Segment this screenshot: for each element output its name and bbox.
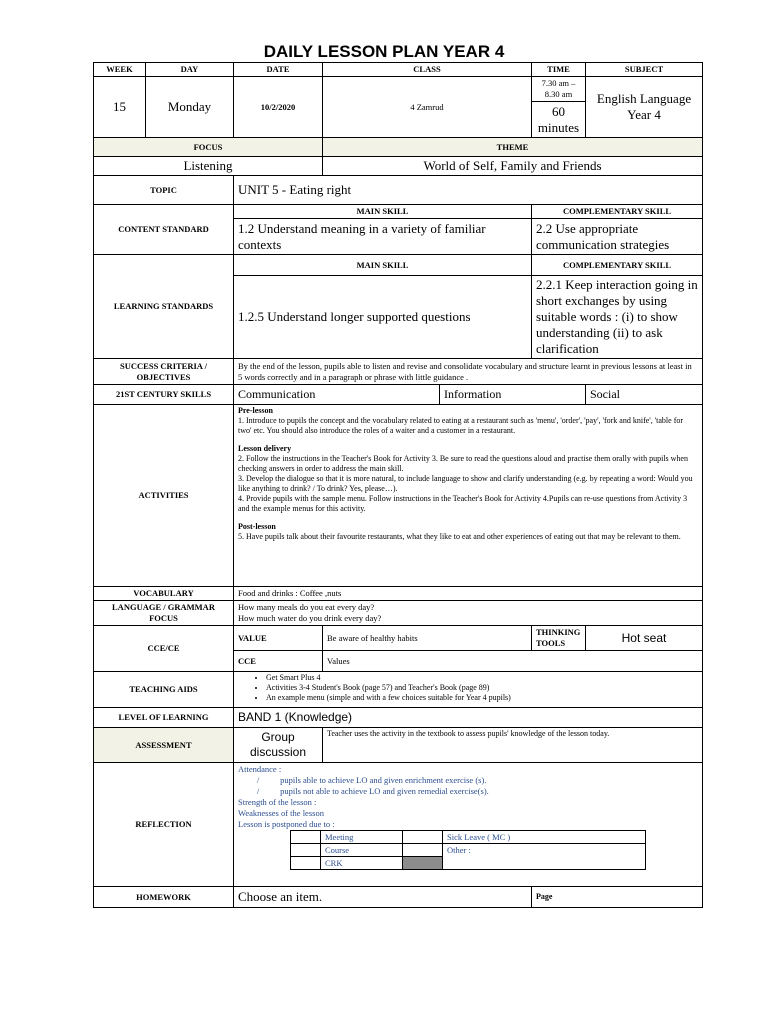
strength-text: Strength of the lesson :	[238, 797, 317, 807]
theme-header: THEME	[323, 138, 703, 157]
century-skill-1[interactable]: Communication	[234, 385, 440, 405]
class-header: CLASS	[323, 63, 532, 77]
assessment-note[interactable]: Teacher uses the activity in the textbook to assess pupils' knowledge of the lesson today.	[323, 728, 703, 763]
learning-comp-skill-header: COMPLEMENTARY SKILL	[532, 255, 703, 276]
postponed-reasons-table	[290, 830, 646, 870]
weakness-text: Weaknesses of the lesson	[238, 808, 324, 818]
date-value[interactable]: 10/2/2020	[234, 77, 323, 138]
lesson-plan-table	[93, 62, 703, 908]
checkbox-meeting[interactable]	[291, 831, 321, 844]
content-main-skill-header: MAIN SKILL	[234, 205, 532, 219]
reason-course: Course	[321, 844, 403, 857]
thinking-tools-label: THINKING TOOLS	[532, 626, 586, 651]
time-range[interactable]: 7.30 am – 8.30 am	[532, 77, 586, 102]
learning-standards-label: LEARNING STANDARDS	[94, 255, 234, 359]
subject-value[interactable]: English Language Year 4	[586, 77, 703, 138]
enrichment-line	[238, 775, 698, 786]
remedial-text: pupils not able to achieve LO and given remedial exercise(s).	[280, 786, 489, 796]
cce-label: CCE	[234, 651, 323, 672]
subject-header: SUBJECT	[586, 63, 703, 77]
success-criteria-value[interactable]: By the end of the lesson, pupils able to listen and revise and consolidate vocabulary and structure learnt in previous lessons at least in 5 words correctly and in a paragraph or phrase with little guidance .	[234, 359, 703, 385]
post-lesson-heading: Post-lesson	[238, 522, 276, 531]
focus-header: FOCUS	[94, 138, 323, 157]
postponed-text: Lesson is postponed due to :	[238, 819, 335, 829]
grammar-label: LANGUAGE / GRAMMAR FOCUS	[94, 601, 234, 626]
shaded-cell	[403, 857, 443, 870]
post-lesson-text: 5. Have pupils talk about their favourite restaurants, what they like to eat and other experiences of eating out that may be relevant to them.	[238, 532, 681, 541]
reason-crk: CRK	[321, 857, 403, 870]
assessment-label: ASSESSMENT	[94, 728, 234, 763]
checkbox-sick-leave[interactable]	[403, 831, 443, 844]
duration-value[interactable]: 60 minutes	[532, 102, 586, 138]
day-header: DAY	[146, 63, 234, 77]
lesson-delivery-heading: Lesson delivery	[238, 444, 292, 453]
week-value[interactable]: 15	[94, 77, 146, 138]
attendance-text: Attendance :	[238, 764, 282, 774]
learning-main-skill-header: MAIN SKILL	[234, 255, 532, 276]
century-skills-label: 21ST CENTURY SKILLS	[94, 385, 234, 405]
teaching-aids-label: TEACHING AIDS	[94, 672, 234, 708]
time-header: TIME	[532, 63, 586, 77]
vocabulary-value[interactable]: Food and drinks : Coffee ,nuts	[234, 587, 703, 601]
success-criteria-label: SUCCESS CRITERIA / OBJECTIVES	[94, 359, 234, 385]
day-value[interactable]: Monday	[146, 77, 234, 138]
teaching-aid-item: • An example menu (simple and with a few choices suitable for Year 4 pupils)	[266, 693, 698, 703]
reason-meeting: Meeting	[321, 831, 403, 844]
lesson-delivery-step-3: 3. Develop the dialogue so that it is more natural, to include language to show and clarify understanding (e.g. by repeating a word: Would you like anything to drink? / To drink? Yes, please…).	[238, 474, 693, 493]
pre-lesson-heading: Pre-lesson	[238, 406, 273, 415]
reason-other[interactable]: Other :	[443, 844, 646, 870]
reflection-label: REFLECTION	[94, 763, 234, 887]
vocabulary-label: VOCABULARY	[94, 587, 234, 601]
theme-value[interactable]: World of Self, Family and Friends	[323, 157, 703, 176]
activities-content[interactable]	[234, 405, 703, 587]
lesson-delivery-step-4: 4. Provide pupils with the sample menu. Follow instructions in the Teacher's Book for Activity 4.Pupils can re-use questions from Activity 3 and the example menus for this activity.	[238, 494, 688, 513]
value-text[interactable]: Be aware of healthy habits	[323, 626, 532, 651]
homework-page[interactable]: Page	[532, 887, 703, 908]
checkbox-course[interactable]	[291, 844, 321, 857]
century-skill-2[interactable]: Information	[440, 385, 586, 405]
reflection-content[interactable]	[234, 763, 703, 887]
thinking-tools-value[interactable]: Hot seat	[586, 626, 703, 651]
level-of-learning-label: LEVEL OF LEARNING	[94, 708, 234, 728]
homework-value[interactable]: Choose an item.	[234, 887, 532, 908]
teaching-aid-item: • Get Smart Plus 4	[266, 673, 698, 683]
class-value[interactable]: 4 Zamrud	[323, 77, 532, 138]
assessment-method[interactable]: Group discussion	[234, 728, 323, 763]
content-main-skill[interactable]: 1.2 Understand meaning in a variety of familiar contexts	[234, 219, 532, 255]
learning-main-skill[interactable]: 1.2.5 Understand longer supported questions	[234, 276, 532, 359]
topic-value[interactable]: UNIT 5 - Eating right	[234, 176, 703, 205]
content-comp-skill[interactable]: 2.2 Use appropriate communication strategies	[532, 219, 703, 255]
enrichment-text: pupils able to achieve LO and given enrichment exercise (s).	[280, 775, 487, 785]
checkbox-crk[interactable]	[291, 857, 321, 870]
reason-sick-leave: Sick Leave ( MC )	[443, 831, 646, 844]
grammar-value[interactable]	[234, 601, 703, 626]
cce-value[interactable]: Values	[323, 651, 703, 672]
remedial-line	[238, 786, 698, 797]
value-label: VALUE	[234, 626, 323, 651]
lesson-delivery-step-2: 2. Follow the instructions in the Teacher's Book for Activity 3. Be sure to read the questions aloud and practise them orally with pupils when checking answers in order to address the main skill.	[238, 454, 688, 473]
century-skill-3[interactable]: Social	[586, 385, 703, 405]
pre-lesson-text: 1. Introduce to pupils the concept and the vocabulary related to eating at a restaurant such as 'menu', 'order', 'pay', 'fork and knife', 'table for two' etc. You should also introduce the roles of a waiter and a customer in a restaurant.	[238, 416, 684, 435]
teaching-aids-value[interactable]	[234, 672, 703, 708]
teaching-aids-list	[238, 673, 698, 703]
cce-ce-label: CCE/CE	[94, 626, 234, 672]
activities-label: ACTIVITIES	[94, 405, 234, 587]
grammar-line-1: How many meals do you eat every day?	[238, 602, 375, 612]
learning-comp-skill[interactable]: 2.2.1 Keep interaction going in short exchanges by using suitable words : (i) to show understanding (ii) to ask clarification	[532, 276, 703, 359]
topic-label: TOPIC	[94, 176, 234, 205]
content-comp-skill-header: COMPLEMENTARY SKILL	[532, 205, 703, 219]
page-title: DAILY LESSON PLAN YEAR 4	[263, 42, 505, 61]
date-header: DATE	[234, 63, 323, 77]
grammar-line-2: How much water do you drink every day?	[238, 613, 382, 623]
focus-value[interactable]: Listening	[94, 157, 323, 176]
remedial-mark: /	[256, 786, 260, 796]
checkbox-other[interactable]	[403, 844, 443, 857]
teaching-aid-item: • Activities 3-4 Student's Book (page 57) and Teacher's Book (page 89)	[266, 683, 698, 693]
content-standard-label: CONTENT STANDARD	[94, 205, 234, 255]
enrichment-mark: /	[256, 775, 260, 785]
level-of-learning-value[interactable]: BAND 1 (Knowledge)	[234, 708, 703, 728]
week-header: WEEK	[94, 63, 146, 77]
homework-label: HOMEWORK	[94, 887, 234, 908]
